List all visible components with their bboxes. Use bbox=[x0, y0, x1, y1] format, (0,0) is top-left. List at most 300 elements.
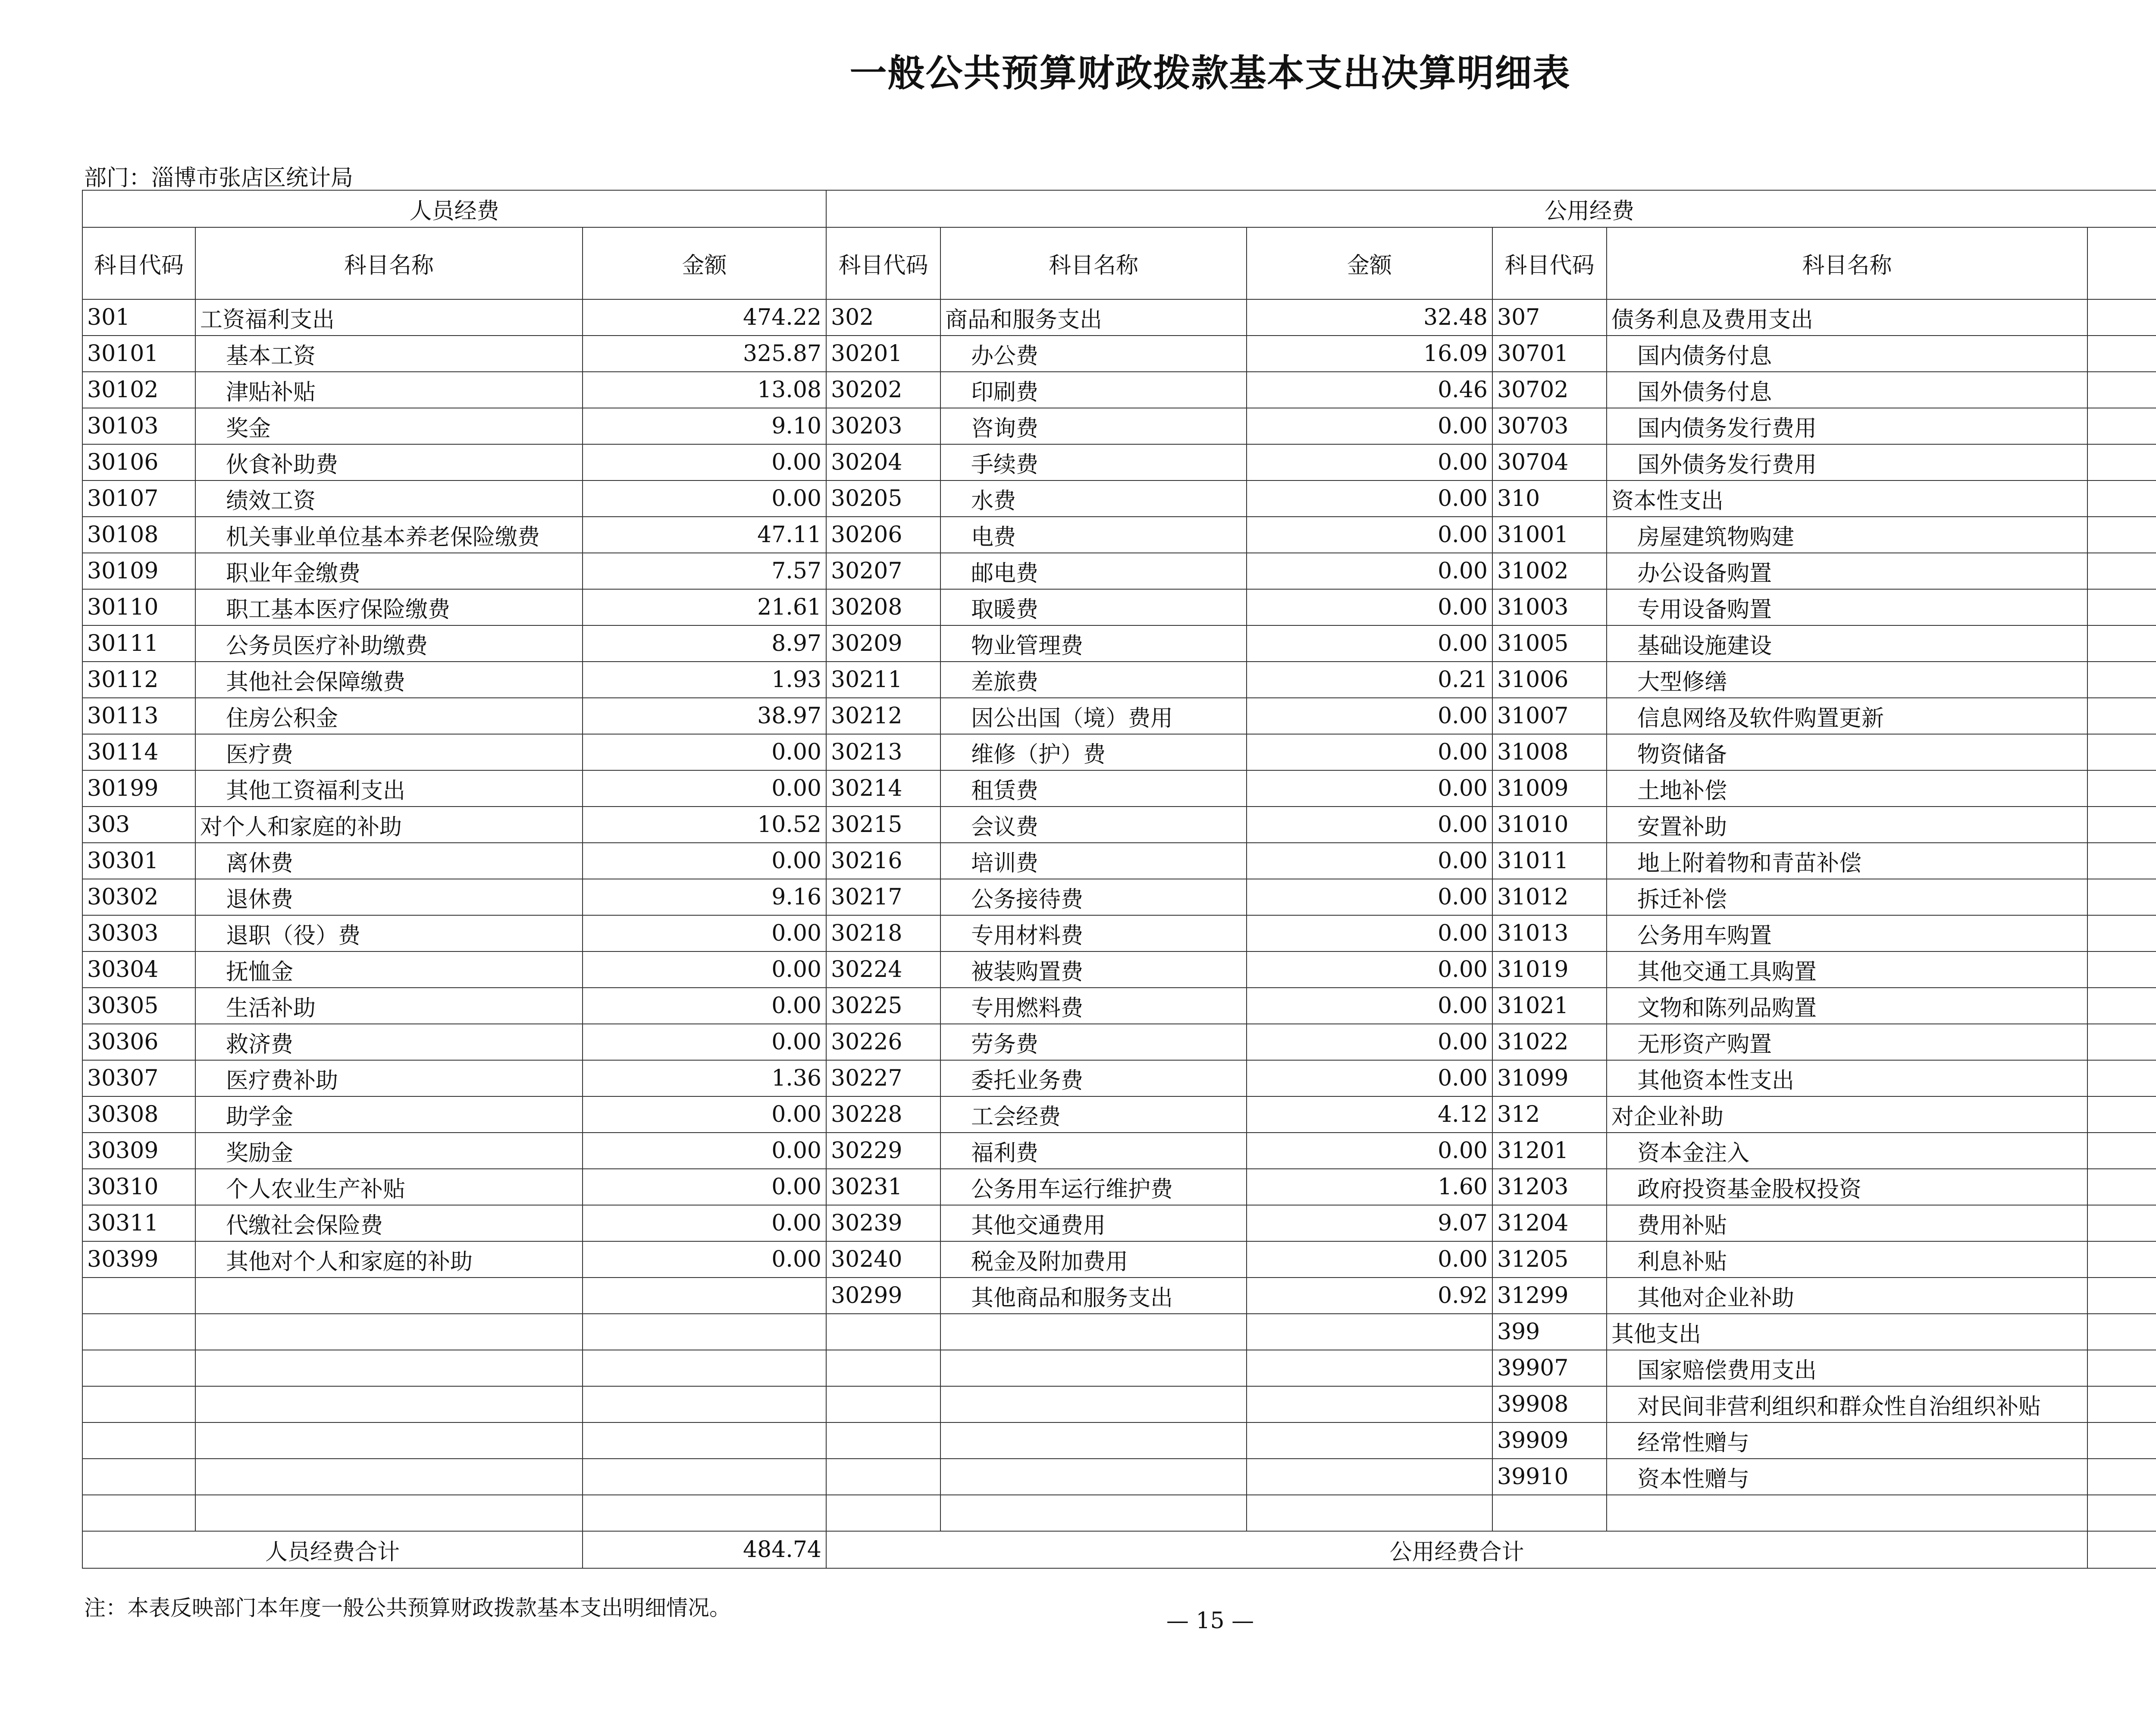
amount-cell bbox=[583, 1422, 826, 1459]
name-cell: 机关事业单位基本养老保险缴费 bbox=[195, 517, 583, 553]
table-row bbox=[82, 879, 2156, 915]
code-cell bbox=[1492, 1495, 1607, 1531]
name-cell: 工资福利支出 bbox=[195, 299, 583, 336]
name-cell: 信息网络及软件购置更新 bbox=[1607, 698, 2087, 734]
amount-cell: 1.36 bbox=[583, 1060, 826, 1096]
code-cell: 30308 bbox=[82, 1096, 195, 1133]
code-cell: 30199 bbox=[82, 770, 195, 807]
amount-cell bbox=[2087, 372, 2156, 408]
amount-cell bbox=[583, 1495, 826, 1531]
code-cell: 30307 bbox=[82, 1060, 195, 1096]
name-cell: 维修（护）费 bbox=[940, 734, 1247, 770]
code-cell: 310 bbox=[1492, 480, 1607, 517]
code-cell: 31012 bbox=[1492, 879, 1607, 915]
code-cell: 30102 bbox=[82, 372, 195, 408]
code-cell: 30229 bbox=[826, 1133, 940, 1169]
code-cell: 312 bbox=[1492, 1096, 1607, 1133]
amount-cell: 474.22 bbox=[583, 299, 826, 336]
name-cell: 商品和服务支出 bbox=[940, 299, 1247, 336]
name-cell: 税金及附加费用 bbox=[940, 1241, 1247, 1278]
name-cell: 对民间非营利组织和群众性自治组织补贴 bbox=[1607, 1386, 2087, 1422]
name-cell bbox=[195, 1422, 583, 1459]
amount-cell bbox=[2087, 1169, 2156, 1205]
code-cell: 31013 bbox=[1492, 915, 1607, 951]
amount-cell bbox=[2087, 1495, 2156, 1531]
code-cell: 31011 bbox=[1492, 843, 1607, 879]
amount-cell: 0.00 bbox=[1247, 843, 1492, 879]
amount-cell: 0.00 bbox=[1247, 770, 1492, 807]
code-cell: 31005 bbox=[1492, 625, 1607, 662]
code-cell bbox=[826, 1495, 940, 1531]
name-cell: 医疗费补助 bbox=[195, 1060, 583, 1096]
amount-cell bbox=[2087, 1096, 2156, 1133]
code-cell: 39910 bbox=[1492, 1459, 1607, 1495]
code-cell: 30231 bbox=[826, 1169, 940, 1205]
amount-cell: 1.93 bbox=[583, 662, 826, 698]
name-cell: 办公费 bbox=[940, 336, 1247, 372]
name-cell: 工会经费 bbox=[940, 1096, 1247, 1133]
amount-cell: 0.00 bbox=[583, 1024, 826, 1060]
code-cell bbox=[82, 1278, 195, 1314]
amount-cell bbox=[1247, 1350, 1492, 1386]
amount-cell bbox=[2087, 734, 2156, 770]
code-cell: 30202 bbox=[826, 372, 940, 408]
amount-cell bbox=[1247, 1314, 1492, 1350]
table-row bbox=[82, 372, 2156, 408]
code-cell: 31022 bbox=[1492, 1024, 1607, 1060]
name-cell: 电费 bbox=[940, 517, 1247, 553]
name-cell: 公务接待费 bbox=[940, 879, 1247, 915]
code-cell: 39909 bbox=[1492, 1422, 1607, 1459]
name-cell: 咨询费 bbox=[940, 408, 1247, 444]
table-row bbox=[82, 1169, 2156, 1205]
name-cell: 租赁费 bbox=[940, 770, 1247, 807]
table-row bbox=[82, 1386, 2156, 1422]
table-row bbox=[82, 589, 2156, 625]
amount-cell bbox=[2087, 915, 2156, 951]
amount-cell bbox=[2087, 589, 2156, 625]
name-cell bbox=[1607, 1495, 2087, 1531]
amount-cell bbox=[2087, 1241, 2156, 1278]
name-cell: 其他资本性支出 bbox=[1607, 1060, 2087, 1096]
name-cell: 其他商品和服务支出 bbox=[940, 1278, 1247, 1314]
code-cell: 303 bbox=[82, 807, 195, 843]
amount-header: 金额 bbox=[583, 227, 826, 299]
name-cell bbox=[940, 1459, 1247, 1495]
name-cell: 退休费 bbox=[195, 879, 583, 915]
code-cell: 31003 bbox=[1492, 589, 1607, 625]
table-row bbox=[82, 1314, 2156, 1350]
code-cell: 31007 bbox=[1492, 698, 1607, 734]
table-row bbox=[82, 951, 2156, 988]
amount-cell bbox=[2087, 879, 2156, 915]
name-cell: 文物和陈列品购置 bbox=[1607, 988, 2087, 1024]
table-row bbox=[82, 1205, 2156, 1241]
code-cell: 30211 bbox=[826, 662, 940, 698]
name-cell: 专用设备购置 bbox=[1607, 589, 2087, 625]
amount-cell bbox=[2087, 517, 2156, 553]
name-cell bbox=[195, 1495, 583, 1531]
code-cell: 302 bbox=[826, 299, 940, 336]
name-cell: 地上附着物和青苗补偿 bbox=[1607, 843, 2087, 879]
amount-cell bbox=[2087, 444, 2156, 480]
name-cell bbox=[195, 1386, 583, 1422]
name-cell: 救济费 bbox=[195, 1024, 583, 1060]
personnel-header: 人员经费 bbox=[82, 190, 826, 227]
code-cell: 30239 bbox=[826, 1205, 940, 1241]
amount-cell bbox=[2087, 843, 2156, 879]
amount-cell: 0.00 bbox=[1247, 698, 1492, 734]
name-cell: 手续费 bbox=[940, 444, 1247, 480]
code-cell: 31021 bbox=[1492, 988, 1607, 1024]
code-cell bbox=[826, 1314, 940, 1350]
amount-cell bbox=[2087, 1459, 2156, 1495]
amount-cell bbox=[583, 1459, 826, 1495]
name-cell: 绩效工资 bbox=[195, 480, 583, 517]
name-cell: 对个人和家庭的补助 bbox=[195, 807, 583, 843]
name-cell: 津贴补贴 bbox=[195, 372, 583, 408]
code-cell: 30302 bbox=[82, 879, 195, 915]
name-cell: 其他交通工具购置 bbox=[1607, 951, 2087, 988]
table-row bbox=[82, 408, 2156, 444]
name-cell: 助学金 bbox=[195, 1096, 583, 1133]
table-row bbox=[82, 299, 2156, 336]
table-row bbox=[82, 1495, 2156, 1531]
name-cell: 政府投资基金股权投资 bbox=[1607, 1169, 2087, 1205]
amount-cell: 0.00 bbox=[583, 770, 826, 807]
code-cell: 30309 bbox=[82, 1133, 195, 1169]
name-cell: 经常性赠与 bbox=[1607, 1422, 2087, 1459]
name-cell: 取暖费 bbox=[940, 589, 1247, 625]
name-cell: 奖励金 bbox=[195, 1133, 583, 1169]
amount-cell bbox=[2087, 1422, 2156, 1459]
public-total-label: 公用经费合计 bbox=[826, 1531, 2087, 1568]
code-cell: 30206 bbox=[826, 517, 940, 553]
code-cell: 30101 bbox=[82, 336, 195, 372]
name-cell: 生活补助 bbox=[195, 988, 583, 1024]
name-cell: 利息补贴 bbox=[1607, 1241, 2087, 1278]
code-cell bbox=[82, 1386, 195, 1422]
name-cell: 房屋建筑物购建 bbox=[1607, 517, 2087, 553]
name-cell: 债务利息及费用支出 bbox=[1607, 299, 2087, 336]
name-header: 科目名称 bbox=[940, 227, 1247, 299]
name-cell: 退职（役）费 bbox=[195, 915, 583, 951]
code-header: 科目代码 bbox=[82, 227, 195, 299]
amount-cell bbox=[2087, 807, 2156, 843]
amount-cell bbox=[2087, 336, 2156, 372]
name-cell bbox=[940, 1495, 1247, 1531]
code-cell: 30103 bbox=[82, 408, 195, 444]
name-cell: 物资储备 bbox=[1607, 734, 2087, 770]
name-cell: 资本金注入 bbox=[1607, 1133, 2087, 1169]
name-cell: 国外债务发行费用 bbox=[1607, 444, 2087, 480]
name-cell bbox=[940, 1386, 1247, 1422]
name-cell: 会议费 bbox=[940, 807, 1247, 843]
code-cell: 30112 bbox=[82, 662, 195, 698]
code-cell: 30306 bbox=[82, 1024, 195, 1060]
amount-cell: 10.52 bbox=[583, 807, 826, 843]
amount-cell: 38.97 bbox=[583, 698, 826, 734]
expenditure-table bbox=[82, 190, 2156, 1569]
name-cell: 劳务费 bbox=[940, 1024, 1247, 1060]
name-header: 科目名称 bbox=[1607, 227, 2087, 299]
name-cell: 委托业务费 bbox=[940, 1060, 1247, 1096]
name-cell: 抚恤金 bbox=[195, 951, 583, 988]
table-row bbox=[82, 988, 2156, 1024]
code-cell: 30240 bbox=[826, 1241, 940, 1278]
code-cell bbox=[82, 1459, 195, 1495]
amount-cell bbox=[2087, 951, 2156, 988]
table-row bbox=[82, 770, 2156, 807]
amount-cell: 0.00 bbox=[583, 843, 826, 879]
amount-cell bbox=[2087, 299, 2156, 336]
name-cell: 土地补偿 bbox=[1607, 770, 2087, 807]
code-cell: 31203 bbox=[1492, 1169, 1607, 1205]
name-cell: 培训费 bbox=[940, 843, 1247, 879]
page-title: 一般公共预算财政拨款基本支出决算明细表 bbox=[849, 52, 1571, 95]
code-cell: 30311 bbox=[82, 1205, 195, 1241]
code-cell: 30209 bbox=[826, 625, 940, 662]
name-cell: 大型修缮 bbox=[1607, 662, 2087, 698]
name-cell: 离休费 bbox=[195, 843, 583, 879]
table-row bbox=[82, 662, 2156, 698]
name-cell: 印刷费 bbox=[940, 372, 1247, 408]
name-cell: 公务员医疗补助缴费 bbox=[195, 625, 583, 662]
amount-cell: 7.57 bbox=[583, 553, 826, 589]
amount-cell: 0.00 bbox=[1247, 879, 1492, 915]
code-cell: 31001 bbox=[1492, 517, 1607, 553]
name-cell: 资本性支出 bbox=[1607, 480, 2087, 517]
name-cell: 因公出国（境）费用 bbox=[940, 698, 1247, 734]
code-cell: 30107 bbox=[82, 480, 195, 517]
name-cell bbox=[195, 1314, 583, 1350]
amount-cell: 16.09 bbox=[1247, 336, 1492, 372]
code-cell: 31299 bbox=[1492, 1278, 1607, 1314]
amount-cell: 0.00 bbox=[1247, 625, 1492, 662]
name-cell bbox=[195, 1459, 583, 1495]
name-cell bbox=[195, 1278, 583, 1314]
table-row bbox=[82, 1096, 2156, 1133]
amount-cell: 0.00 bbox=[583, 734, 826, 770]
amount-cell bbox=[2087, 1205, 2156, 1241]
name-cell: 基本工资 bbox=[195, 336, 583, 372]
amount-cell bbox=[2087, 698, 2156, 734]
amount-cell: 9.16 bbox=[583, 879, 826, 915]
code-cell: 30111 bbox=[82, 625, 195, 662]
table-row bbox=[82, 843, 2156, 879]
name-cell bbox=[940, 1314, 1247, 1350]
amount-cell: 9.10 bbox=[583, 408, 826, 444]
table-row bbox=[82, 444, 2156, 480]
amount-cell bbox=[2087, 662, 2156, 698]
table-row bbox=[82, 1459, 2156, 1495]
code-cell: 30704 bbox=[1492, 444, 1607, 480]
name-cell: 福利费 bbox=[940, 1133, 1247, 1169]
table-row bbox=[82, 1024, 2156, 1060]
name-cell: 办公设备购置 bbox=[1607, 553, 2087, 589]
code-cell bbox=[826, 1386, 940, 1422]
code-cell bbox=[82, 1314, 195, 1350]
amount-cell: 325.87 bbox=[583, 336, 826, 372]
name-cell: 其他对个人和家庭的补助 bbox=[195, 1241, 583, 1278]
amount-cell bbox=[2087, 770, 2156, 807]
name-cell: 邮电费 bbox=[940, 553, 1247, 589]
code-cell: 31006 bbox=[1492, 662, 1607, 698]
amount-cell bbox=[583, 1314, 826, 1350]
code-cell: 31002 bbox=[1492, 553, 1607, 589]
amount-cell: 1.60 bbox=[1247, 1169, 1492, 1205]
code-cell: 30213 bbox=[826, 734, 940, 770]
amount-cell: 0.00 bbox=[1247, 988, 1492, 1024]
code-cell: 31010 bbox=[1492, 807, 1607, 843]
amount-cell: 0.00 bbox=[1247, 807, 1492, 843]
amount-cell bbox=[2087, 625, 2156, 662]
amount-cell: 0.46 bbox=[1247, 372, 1492, 408]
code-cell: 30702 bbox=[1492, 372, 1607, 408]
code-cell: 31009 bbox=[1492, 770, 1607, 807]
code-cell: 30303 bbox=[82, 915, 195, 951]
amount-cell bbox=[2087, 1060, 2156, 1096]
name-cell: 国家赔偿费用支出 bbox=[1607, 1350, 2087, 1386]
table-row bbox=[82, 734, 2156, 770]
code-cell: 30106 bbox=[82, 444, 195, 480]
amount-cell: 0.00 bbox=[583, 915, 826, 951]
amount-cell: 0.00 bbox=[583, 1169, 826, 1205]
personnel-total-value: 484.74 bbox=[583, 1531, 826, 1568]
code-cell: 30109 bbox=[82, 553, 195, 589]
name-cell: 职业年金缴费 bbox=[195, 553, 583, 589]
name-cell: 被装购置费 bbox=[940, 951, 1247, 988]
code-cell: 30113 bbox=[82, 698, 195, 734]
table-row bbox=[82, 1350, 2156, 1386]
amount-cell: 0.00 bbox=[1247, 480, 1492, 517]
code-cell: 30701 bbox=[1492, 336, 1607, 372]
code-cell: 30110 bbox=[82, 589, 195, 625]
amount-cell bbox=[583, 1278, 826, 1314]
name-cell: 专用燃料费 bbox=[940, 988, 1247, 1024]
amount-cell: 32.48 bbox=[1247, 299, 1492, 336]
table-row bbox=[82, 336, 2156, 372]
name-cell: 专用材料费 bbox=[940, 915, 1247, 951]
code-cell: 301 bbox=[82, 299, 195, 336]
code-cell: 30299 bbox=[826, 1278, 940, 1314]
code-cell: 30217 bbox=[826, 879, 940, 915]
amount-cell: 9.07 bbox=[1247, 1205, 1492, 1241]
public-total-value bbox=[2087, 1531, 2156, 1568]
table-row bbox=[82, 807, 2156, 843]
amount-cell bbox=[2087, 1133, 2156, 1169]
name-cell: 拆迁补偿 bbox=[1607, 879, 2087, 915]
code-cell bbox=[826, 1459, 940, 1495]
name-cell: 其他交通费用 bbox=[940, 1205, 1247, 1241]
code-cell: 307 bbox=[1492, 299, 1607, 336]
code-cell: 30227 bbox=[826, 1060, 940, 1096]
table-row bbox=[82, 553, 2156, 589]
name-cell: 公务用车购置 bbox=[1607, 915, 2087, 951]
amount-cell: 0.00 bbox=[1247, 915, 1492, 951]
amount-cell: 13.08 bbox=[583, 372, 826, 408]
amount-cell bbox=[2087, 1024, 2156, 1060]
name-cell: 职工基本医疗保险缴费 bbox=[195, 589, 583, 625]
name-cell bbox=[940, 1422, 1247, 1459]
code-cell: 39907 bbox=[1492, 1350, 1607, 1386]
code-cell: 30301 bbox=[82, 843, 195, 879]
amount-cell bbox=[1247, 1422, 1492, 1459]
amount-header: 金额 bbox=[1247, 227, 1492, 299]
amount-cell bbox=[2087, 1386, 2156, 1422]
amount-cell bbox=[1247, 1459, 1492, 1495]
table-row bbox=[82, 915, 2156, 951]
code-cell: 30208 bbox=[826, 589, 940, 625]
code-cell: 30114 bbox=[82, 734, 195, 770]
code-cell: 30304 bbox=[82, 951, 195, 988]
amount-cell: 0.21 bbox=[1247, 662, 1492, 698]
name-cell: 奖金 bbox=[195, 408, 583, 444]
code-cell: 30204 bbox=[826, 444, 940, 480]
name-cell: 公务用车运行维护费 bbox=[940, 1169, 1247, 1205]
code-cell: 30207 bbox=[826, 553, 940, 589]
name-header: 科目名称 bbox=[195, 227, 583, 299]
amount-cell: 4.12 bbox=[1247, 1096, 1492, 1133]
amount-cell: 0.00 bbox=[1247, 734, 1492, 770]
amount-cell bbox=[583, 1350, 826, 1386]
amount-cell bbox=[583, 1386, 826, 1422]
amount-cell: 0.00 bbox=[583, 480, 826, 517]
amount-cell: 8.97 bbox=[583, 625, 826, 662]
amount-cell bbox=[2087, 1314, 2156, 1350]
name-cell: 其他工资福利支出 bbox=[195, 770, 583, 807]
amount-cell bbox=[1247, 1495, 1492, 1531]
code-cell: 399 bbox=[1492, 1314, 1607, 1350]
amount-cell: 0.00 bbox=[1247, 444, 1492, 480]
code-cell bbox=[826, 1422, 940, 1459]
department-label: 部门：淄博市张店区统计局 bbox=[84, 165, 354, 191]
amount-cell bbox=[2087, 1278, 2156, 1314]
amount-cell: 0.00 bbox=[1247, 589, 1492, 625]
personnel-total-label: 人员经费合计 bbox=[82, 1531, 583, 1568]
code-cell: 30201 bbox=[826, 336, 940, 372]
name-cell: 代缴社会保险费 bbox=[195, 1205, 583, 1241]
code-cell: 30228 bbox=[826, 1096, 940, 1133]
code-cell: 30224 bbox=[826, 951, 940, 988]
amount-cell: 0.00 bbox=[583, 444, 826, 480]
code-cell: 31205 bbox=[1492, 1241, 1607, 1278]
code-cell bbox=[82, 1422, 195, 1459]
name-cell: 住房公积金 bbox=[195, 698, 583, 734]
amount-cell: 0.00 bbox=[583, 951, 826, 988]
amount-cell: 47.11 bbox=[583, 517, 826, 553]
code-cell: 31019 bbox=[1492, 951, 1607, 988]
table-row bbox=[82, 480, 2156, 517]
code-cell bbox=[826, 1350, 940, 1386]
amount-cell: 0.00 bbox=[1247, 517, 1492, 553]
code-cell: 30703 bbox=[1492, 408, 1607, 444]
code-cell bbox=[82, 1350, 195, 1386]
amount-cell bbox=[2087, 988, 2156, 1024]
amount-cell: 0.00 bbox=[1247, 1241, 1492, 1278]
code-cell: 30218 bbox=[826, 915, 940, 951]
footnote: 注：本表反映部门本年度一般公共预算财政拨款基本支出明细情况。 bbox=[84, 1595, 731, 1620]
table-row bbox=[82, 1241, 2156, 1278]
code-cell: 30399 bbox=[82, 1241, 195, 1278]
amount-cell: 0.00 bbox=[583, 1241, 826, 1278]
code-cell: 30310 bbox=[82, 1169, 195, 1205]
amount-header bbox=[2087, 227, 2156, 299]
table-row bbox=[82, 517, 2156, 553]
code-cell: 31204 bbox=[1492, 1205, 1607, 1241]
name-cell: 伙食补助费 bbox=[195, 444, 583, 480]
code-header: 科目代码 bbox=[826, 227, 940, 299]
